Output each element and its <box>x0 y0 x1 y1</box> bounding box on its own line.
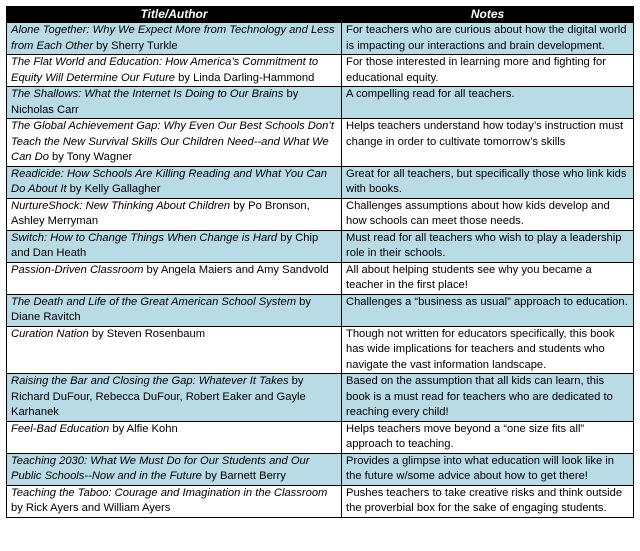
book-title: Feel-Bad Education <box>11 422 110 435</box>
notes-cell: Helps teachers move beyond a “one size fits all” approach to teaching. <box>342 421 634 453</box>
title-author-cell <box>7 453 342 485</box>
notes-cell: For those interested in learning more and fighting for educational equity. <box>342 55 634 87</box>
notes-cell: Must read for all teachers who wish to play a leadership role in their schools. <box>342 230 634 262</box>
title-author-cell <box>7 262 342 294</box>
book-title: Teaching the Taboo: Courage and Imagination in the Classroom <box>11 486 328 499</box>
book-title: Raising the Bar and Closing the Gap: Whatever It Takes <box>11 375 289 387</box>
notes-cell: Provides a glimpse into what education will look like in the future w/some advice about how to get there! <box>342 453 634 485</box>
book-author: by Rick Ayers and William Ayers <box>11 502 171 514</box>
table-row <box>7 166 634 198</box>
table-row <box>7 87 634 119</box>
book-title: The Shallows: What the Internet Is Doing to Our Brains <box>11 88 284 100</box>
title-author-cell <box>7 421 342 453</box>
table-row <box>7 421 634 453</box>
table-row <box>7 119 634 167</box>
notes-cell: Pushes teachers to take creative risks and think outside the proverbial box for the sake of engaging students. <box>342 485 634 517</box>
title-author-cell <box>7 198 342 230</box>
book-title: Readicide: How Schools Are Killing Reading and What You Can Do About It <box>11 167 327 195</box>
table-row <box>7 453 634 485</box>
title-author-cell <box>7 294 342 326</box>
book-title: The Global Achievement Gap: Why Even Our Best Schools Don’t Teach the New Survival Skills Our Children Need--and What We Can Do <box>11 120 334 163</box>
table-row <box>7 55 634 87</box>
title-author-cell <box>7 374 342 422</box>
book-title: Alone Together: Why We Expect More from Technology and Less from Each Other <box>11 24 335 52</box>
table-row <box>7 230 634 262</box>
title-author-cell <box>7 166 342 198</box>
notes-cell: Challenges assumptions about how kids develop and how schools can meet those needs. <box>342 198 634 230</box>
book-author: by Diane Ravitch <box>11 295 311 323</box>
book-title: The Death and Life of the Great American School System <box>11 295 297 308</box>
notes-cell: A compelling read for all teachers. <box>342 87 634 119</box>
title-author-cell <box>7 119 342 167</box>
header-row <box>7 7 634 23</box>
notes-cell: For teachers who are curious about how the digital world is impacting our interactions and brain development. <box>342 23 634 55</box>
book-author: by Linda Darling-Hammond <box>175 71 315 84</box>
book-title: NurtureShock: New Thinking About Children <box>11 199 231 212</box>
title-author-cell <box>7 87 342 119</box>
book-author: by Sherry Turkle <box>93 39 178 52</box>
table-row <box>7 374 634 422</box>
book-title: Switch: How to Change Things When Change is Hard <box>11 231 278 244</box>
table-row <box>7 294 634 326</box>
book-title: Passion-Driven Classroom <box>11 263 144 276</box>
title-author-cell <box>7 326 342 374</box>
book-list-table <box>6 6 634 518</box>
book-title: The Flat World and Education: How America’s Commitment to Equity Will Determine Our Future <box>11 56 319 84</box>
notes-cell: Great for all teachers, but specifically those who link kids with books. <box>342 166 634 198</box>
book-author: by Angela Maiers and Amy Sandvold <box>143 263 329 276</box>
book-author: by Kelly Gallagher <box>66 183 161 195</box>
book-author: by Richard DuFour, Rebecca DuFour, Robert Eaker and Gayle Karhanek <box>11 375 306 418</box>
title-author-cell <box>7 23 342 55</box>
book-author: by Barnett Berry <box>201 470 286 482</box>
column-header-title-author: Title/Author <box>7 7 342 23</box>
table-row <box>7 198 634 230</box>
table-body <box>7 23 634 518</box>
book-author: by Nicholas Carr <box>11 88 299 116</box>
table-row <box>7 23 634 55</box>
notes-cell: Challenges a “business as usual” approach to education. <box>342 294 634 326</box>
notes-cell: Based on the assumption that all kids can learn, this book is a must read for teachers who are dedicated to reaching every child! <box>342 374 634 422</box>
book-author: by Chip and Dan Heath <box>11 231 319 259</box>
title-author-cell <box>7 485 342 517</box>
book-title: Curation Nation <box>11 327 89 340</box>
book-author: by Po Bronson, Ashley Merryman <box>11 199 310 227</box>
table-row <box>7 262 634 294</box>
book-author: by Steven Rosenbaum <box>88 327 206 340</box>
title-author-cell <box>7 55 342 87</box>
notes-cell: Though not written for educators specifically, this book has wide implications for teachers and students who navigate the vast information landscape. <box>342 326 634 374</box>
column-header-notes: Notes <box>342 7 634 23</box>
table-row <box>7 485 634 517</box>
table-row <box>7 326 634 374</box>
book-author: by Alfie Kohn <box>109 422 178 435</box>
notes-cell: All about helping students see why you became a teacher in the first place! <box>342 262 634 294</box>
book-author: by Tony Wagner <box>48 151 133 163</box>
notes-cell: Helps teachers understand how today’s instruction must change in order to cultivate tomorrow’s skills <box>342 119 634 167</box>
book-title: Teaching 2030: What We Must Do for Our Students and Our Public Schools--Now and in the Future <box>11 454 310 482</box>
title-author-cell <box>7 230 342 262</box>
